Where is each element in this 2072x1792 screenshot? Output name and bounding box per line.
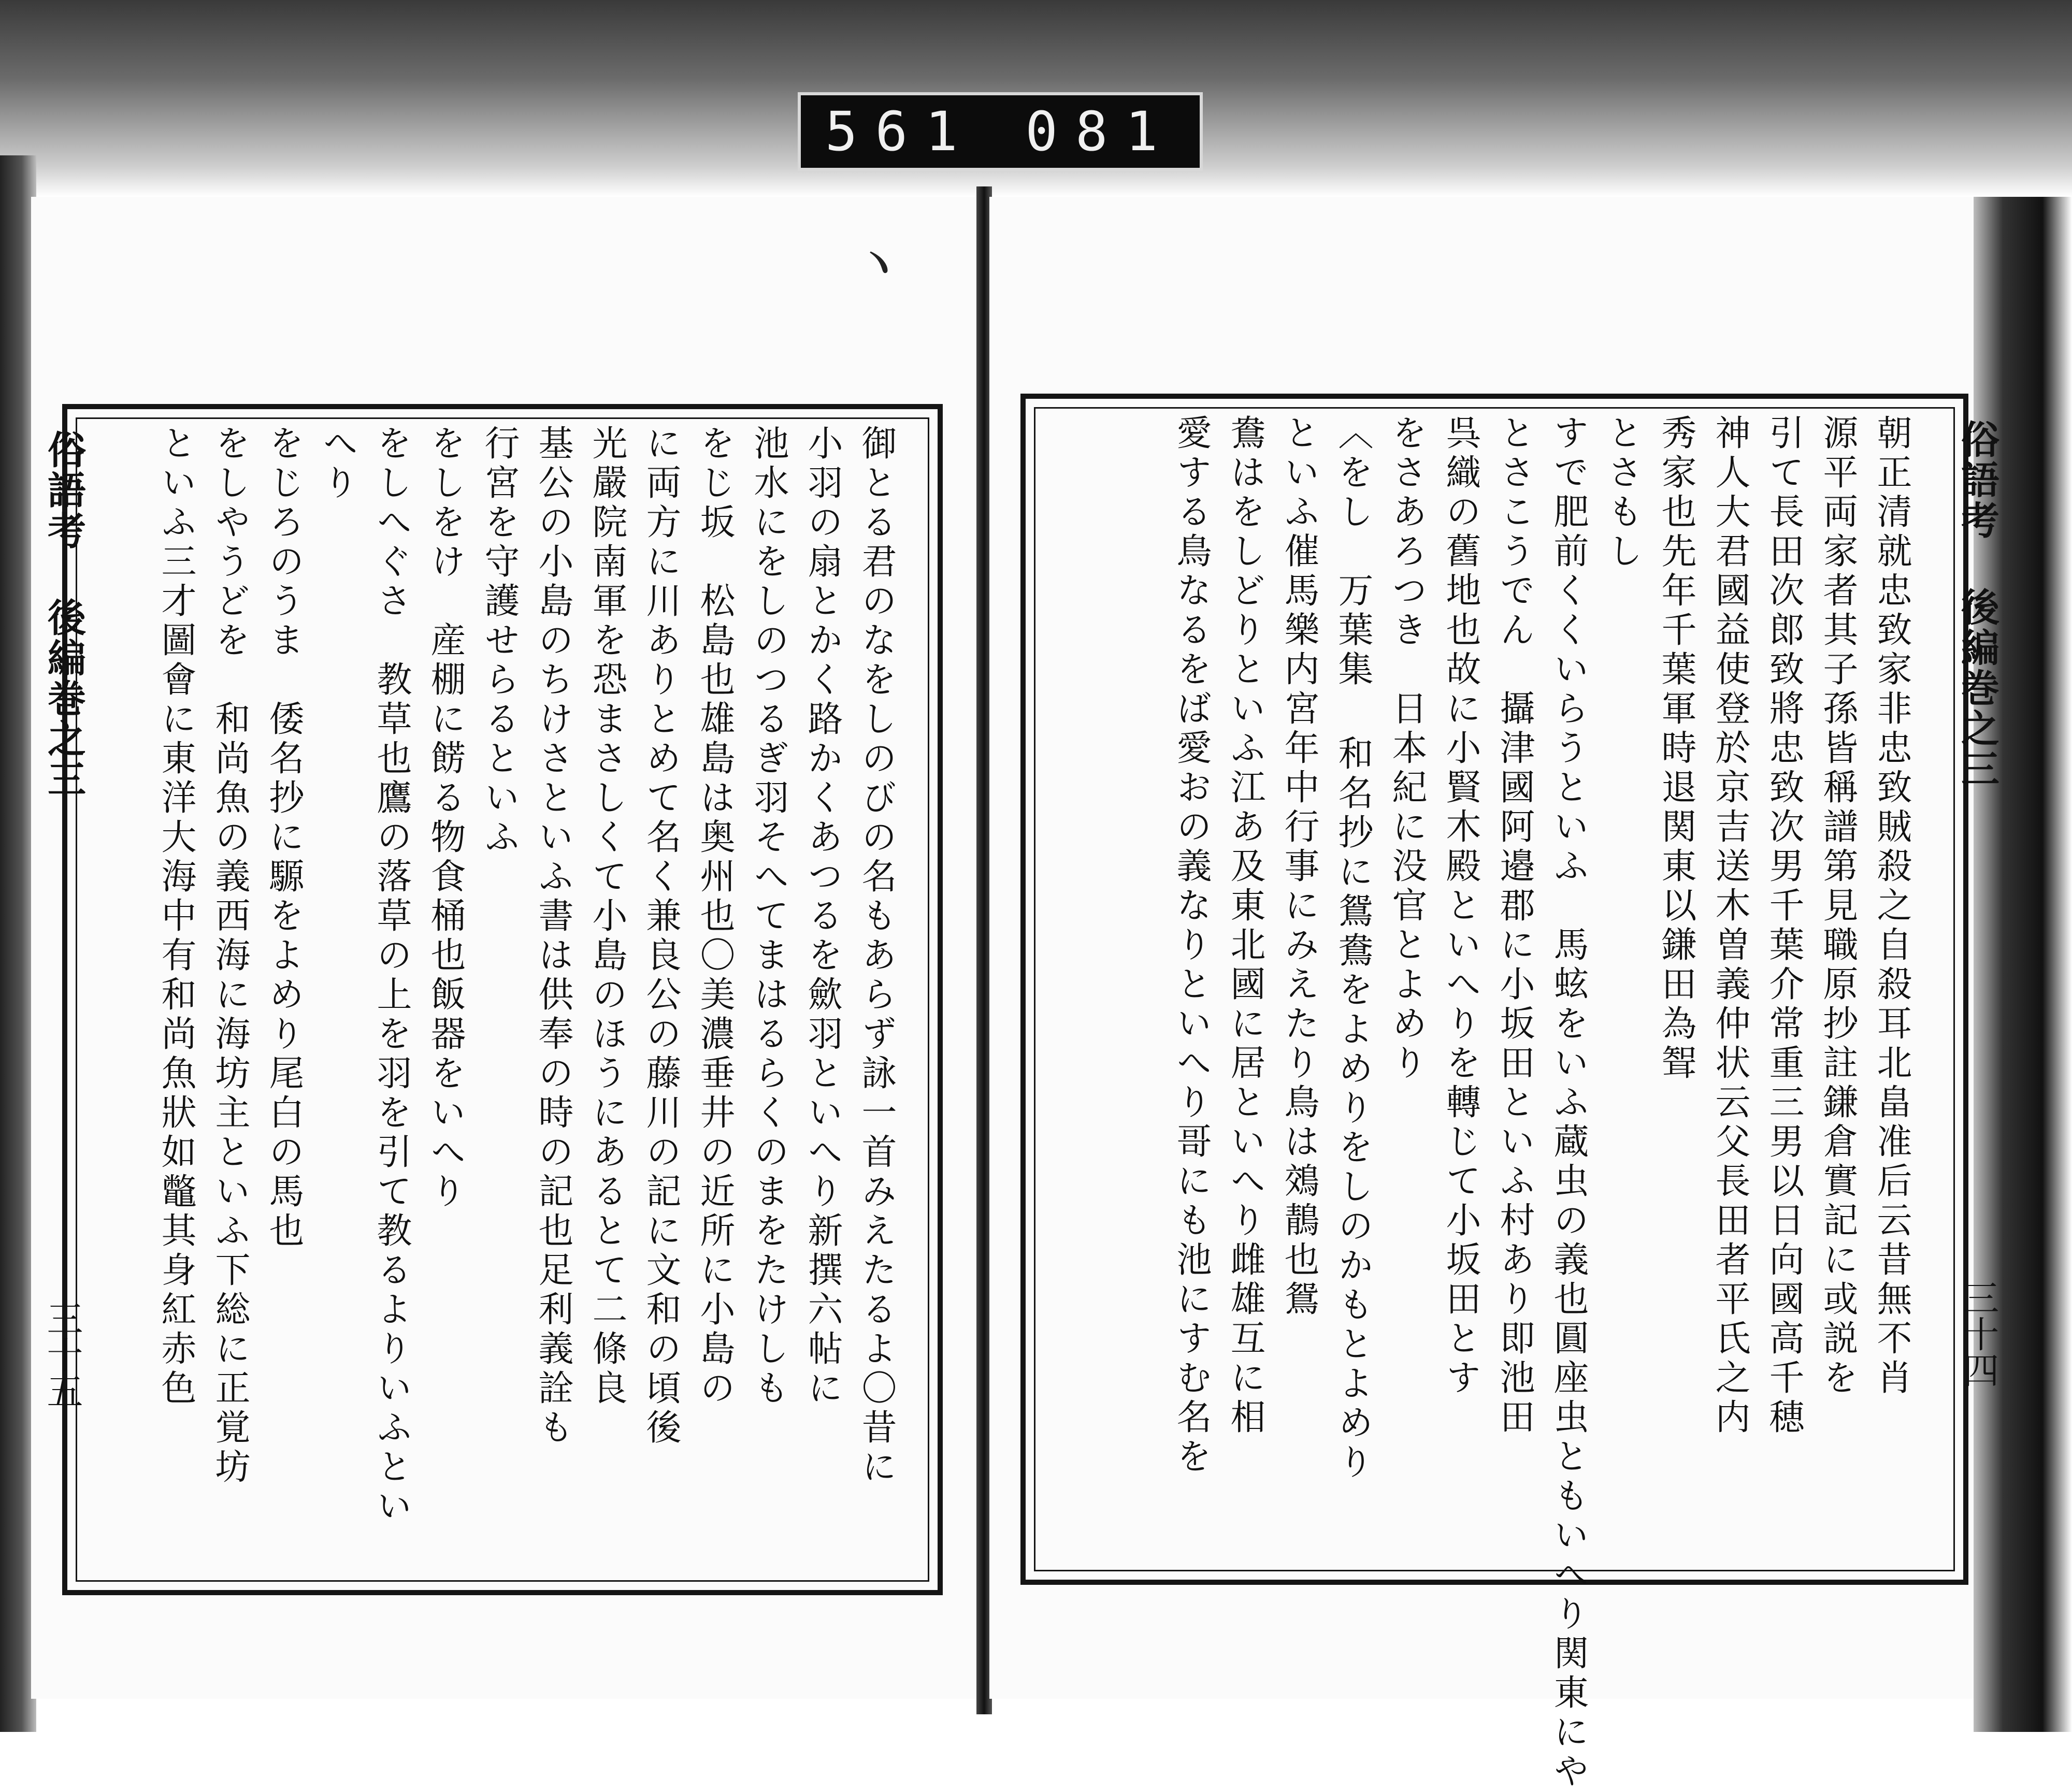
text-column: とさこうでん 攝津國阿邉郡に小坂田といふ村あり即池田: [1494, 414, 1535, 1438]
text-column: 行宮を守護せらるといふ: [479, 425, 520, 858]
text-column: 源平両家者其子孫皆稱譜第見職原抄註鎌倉實記に或説を: [1817, 414, 1858, 1398]
right-page: [989, 197, 1999, 1792]
right-text-columns: [1046, 414, 1912, 1792]
text-column: といふ催馬樂内宮年中行事にみえたり鳥は鵁鶄也鴛: [1278, 414, 1319, 1320]
ink-blot-mark: ヽ: [850, 230, 906, 296]
left-page-frame: [41, 404, 943, 1595]
text-column: 御とる君のなをしのびの名もあらず詠一首みえたるよ〇昔に: [856, 425, 897, 1487]
reel-number-label: 561 081: [798, 92, 1203, 171]
text-column: 基公の小島のちけさといふ書は供奉の時の記也足利義詮も: [533, 425, 573, 1448]
text-column: 池水にをしのつるぎ羽そへてまはるらくのまをたけしも: [748, 425, 789, 1409]
text-column: へり: [317, 425, 358, 503]
text-column: 愛する鳥なるをば愛おの義なりといへり哥にも池にすむ名を: [1171, 414, 1212, 1477]
text-column: に両方に川ありとめて名く兼良公の藤川の記に文和の頃後: [640, 425, 681, 1448]
text-column: すで肥前くくいらうといふ 馬蚿をいふ蔵虫の義也圓座虫ともいへり関東にや: [1548, 414, 1589, 1792]
text-column: 秀家也先年千葉軍時退関東以鎌田為聟: [1656, 414, 1696, 1083]
left-page: [31, 197, 979, 1699]
text-column: 朝正清就忠致家非忠致賊殺之自殺耳北畠准后云昔無不肖: [1871, 414, 1912, 1398]
text-column: をしをけ 産棚に餝る物食桶也飯器をいへり: [425, 425, 466, 1212]
text-column: とさもし: [1602, 414, 1643, 572]
right-folio-number: 三十四: [1957, 1279, 1999, 1388]
text-column: といふ三才圖會に東洋大海中有和尚魚狀如鼈其身紅赤色: [155, 425, 196, 1409]
left-folio-number: 三十五: [41, 1300, 83, 1409]
text-column: 神人大君國益使登於京吉送木曽義仲状云父長田者平氏之内: [1709, 414, 1750, 1438]
text-column: 鴦はをしどりといふ江あ及東北國に居といへり雌雄互に相: [1225, 414, 1265, 1438]
text-column: 〈をし 万葉集 和名抄に鴛鴦をよめりをしのかもとよめり: [1332, 414, 1373, 1483]
text-column: をじろのうま 倭名抄に騵をよめり尾白の馬也: [263, 425, 304, 1251]
text-column: をしへぐさ 教草也鷹の落草の上を羽を引て教るよりいふとい: [371, 425, 412, 1527]
text-column: をさあろつき 日本紀に没官とよめり: [1386, 414, 1427, 1083]
right-page-frame: [1020, 394, 1999, 1792]
text-column: 光嚴院南軍を恐まさしくて小島のほうにあるとて二條良: [586, 425, 627, 1409]
text-column: 引て長田次郎致將忠致次男千葉介常重三男以日向國高千穂: [1763, 414, 1804, 1438]
text-column: 小羽の扇とかく路かくあつるを歛羽といへり新撰六帖に: [802, 425, 843, 1409]
left-text-columns: [104, 425, 896, 1574]
right-margin-title: 俗語考 後編巻之三: [1955, 420, 1999, 789]
left-margin-title: 俗語考 後編巻之三: [41, 430, 86, 800]
text-column: をしやうどを 和尚魚の義西海に海坊主といふ下総に正覚坊: [209, 425, 250, 1487]
text-column: をじ坂 松島也雄島は奥州也〇美濃垂井の近所に小島の: [694, 425, 735, 1409]
text-column: 呉織の舊地也故に小賢木殿といへりを轉じて小坂田とす: [1440, 414, 1481, 1398]
